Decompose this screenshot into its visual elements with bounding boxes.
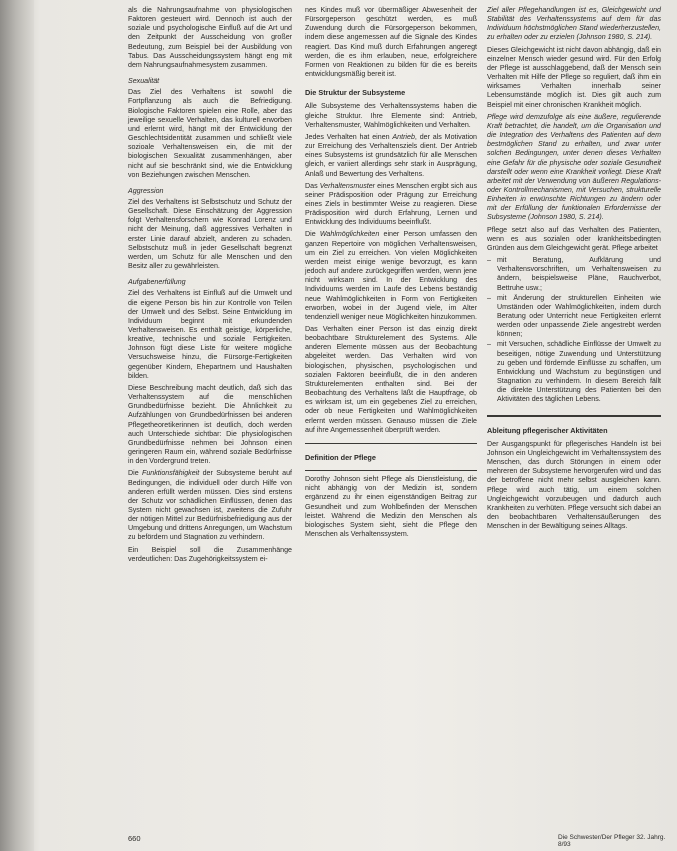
text-run: Das [305, 181, 320, 190]
page-number: 660 [128, 834, 141, 843]
section-heading-definition: Definition der Pflege [305, 452, 376, 462]
section-heading-struktur: Die Struktur der Subsysteme [305, 88, 406, 98]
paragraph: Der Ausgangspunkt für pflegerisches Handeln ist bei Johnson ein Ungleichgewicht im Verhaltenssystem des Menschen, das durch Störungen in einem oder mehreren der Subsysteme hervorgerufen wird und das der betroffene nicht mehr selbst ausgleichen kann. Pflege wird auch tätig, um einem solchen Ungleichgewicht vorzubeugen und dadurch auch Krankheiten zu verhüten. Pflege versucht sich dabei an den beobachtbaren Verhaltensäußerungen des Menschen in der Bewältigung seines Alltags. [487, 439, 661, 531]
text-run: Die [305, 230, 320, 239]
text-column-1 [128, 6, 292, 567]
journal-footer: Die Schwester/Der Pfleger 32. Jahrg. 8/93 [558, 834, 666, 848]
section-heading-aggression: Aggression [128, 186, 164, 195]
paragraph: Pflege setzt also auf das Verhalten des Patienten, wenn es aus sozialen oder krankheitsbedingten Gründen aus dem Gleichgewicht gerät. Pflege arbeitet [487, 225, 661, 252]
section-heading-aufgabenerfuellung: Aufgabenerfüllung [128, 278, 186, 287]
emphasis: Wahlmöglichkeiten [319, 230, 380, 239]
paragraph: als die Nahrungsaufnahme von physiologischen Faktoren gesteuert wird. Dennoch ist auch der soziale und psychologische Einfluß auf die Art und den Zeitpunkt der Ausscheidung von großer Bedeutung, zum Beispiel bei der Ausbildung von Tabus. Das Ausscheidungssystem hängt eng mit dem Nahrungsaufnahmesystem zusammen. [128, 6, 292, 69]
text-run: Jedes Verhalten hat einen [305, 132, 393, 141]
paragraph [128, 469, 292, 542]
paragraph: Ein Beispiel soll die Zusammenhänge verdeutlichen: Das Zugehörigkeitssystem ei- [128, 545, 292, 563]
emphasis: Antrieb [392, 132, 415, 141]
paragraph: nes Kindes muß vor übermäßiger Abwesenheit der Fürsorgeperson geschützt werden, es muß Zuwendung durch die Fürsorgeperson bekommen, indem diese angemessen auf die Signale des Kindes reagiert. Das Kind muß durch Erfahrungen angeregt werden, die es ihm erlauben, neue, erfolgreichere Formen von Reaktionen zu bilden für die es bereits entwicklungsmäßig bereit ist. [305, 6, 477, 79]
paragraph: Ziel des Verhaltens ist Einfluß auf die Umwelt und die eigene Person bis hin zur Kontrolle von Teilen der Umwelt und des Selbst. Seine Entwicklung im Individuum beginnt mit erkundenden Verhaltensweisen. Es enthält geistige, körperliche, kreative, technische und soziale Fertigkeiten. Johnson fügt diese Liste für weitere mögliche Versuchsweise hinzu, die Fürsorge-Fertigkeiten gegenüber Kindern, Ehepartnern und Haushalten bilden. [128, 289, 292, 380]
list-item: – mit Versuchen, schädliche Einflüsse der Umwelt zu beseitigen, nötige Zuwendung und Unterstützung zu geben und fördernde Einflüsse zu schaffen, um Entwicklung und Wachstum zu begünstigen und Stagnation zu verhindern. In diesem Bereich fällt die direkte Unterstützung des Patienten bei den Aktivitäten des täglichen Lebens. [487, 340, 661, 404]
paragraph [305, 230, 477, 322]
text-column-3 [487, 6, 661, 534]
paragraph [305, 133, 477, 179]
list-item: – mit Beratung, Aufklärung und Verhaltensvorschriften, um Verhaltensweisen zu ändern, beispielsweise Pläne, Rauchverbot, Bettruhe usw.; [487, 256, 661, 293]
section-rule [487, 415, 661, 417]
section-rule [305, 470, 477, 471]
paragraph: Dieses Gleichgewicht ist nicht davon abhängig, daß ein einzelner Mensch wieder gesund wird. Für den Erfolg der Pflege ist ausschlaggebend, daß der Mensch sein Verhalten mit Hilfe der Pflege so reguliert, daß ihm ein wirksames Verhalten innerhalb seiner Lebensumstände möglich ist. Dies gilt auch zum Beispiel mit einer chronischen Krankheit möglich. [487, 45, 661, 109]
text-run: eines Menschen ergibt sich aus seiner Prädisposition oder Prägung zur Erreichung eines Ziels in bestimmter Weise zu reagieren. Diese Prädisposition wird durch Erfahrung, Lernen und Entwicklung des Individuums beeinflußt. [305, 181, 478, 227]
paragraph: Ziel des Verhaltens ist Selbstschutz und Schutz der Gesellschaft. Diese Einschätzung der Aggression folgt Verhaltensforschern wie Konrad Lorenz und nicht der Meinung, daß aggressives Verhalten in erster Linie darauf abzielt, anderen zu schaden. Selbstschutz muß in jeder Gesellschaft begrenzt werden, um Schutz für alle Menschen und den Besitz aller zu gewährleisten. [128, 197, 292, 271]
text-column-2 [305, 6, 477, 542]
paragraph: Alle Subsysteme des Verhaltenssystems haben die gleiche Struktur. Ihre Elemente sind: Antrieb, Verhaltensmuster, Wahlmöglichkeiten und Verhalten. [305, 102, 477, 129]
text-run: einer Person umfassen den ganzen Repertoire von möglichen Verhaltensweisen, um ein Ziel zu erreichen. Von vielen Möglichkeiten werden meist einige wenige bevorzugt, es kann jedoch auf andere zurückgegriffen werden, wenn jene nicht wirksam sind. In der Entwicklung des Individuums werden im Laufe des Lebens beständig neue Wahlmöglichkeiten in Form von Fertigkeiten erworben, wobei in der Jugend viele, im Alter tendenziell weniger neue Möglichkeiten hinzukommen. [305, 230, 477, 321]
paragraph: Das Ziel des Verhaltens ist sowohl die Fortpflanzung als auch die Befriedigung. Biologische Faktoren spielen eine Rolle, aber das jeweilige sexuelle Verhalten, das kulturell erworben und erlernt wird, hängt mit der Entwicklung der Geschlechtsidentität zusammen und schließt viele sozioale Verhaltensweisen ein, die mit der biologischen Sexualität zusammenhängen, aber nicht auf sie beschränkt sind, wie die Entwicklung von Beziehungen zwischen Menschen. [128, 88, 292, 179]
quote-paragraph: Pflege wird demzufolge als eine äußere, regulierende Kraft betrachtet, die handelt, um die Organisation und die Integration des Verhaltens des Patienten auf dem bestmöglichen Stand zu erhalten, und zwar unter solchen Bedingungen, unter denen dieses Verhalten eine Gefahr für die physische oder soziale Gesundheit darstellt oder wenn eine Krankheit vorliegt. Diese Kraft arbeitet mit der Verwendung von äußeren Regulations- oder Kontrollmechanismen, mit Versuchen, strukturelle Einheiten in erwünschte Richtungen zu ändern oder mit der Erfüllung der funktionalen Erfordernisse der Subsysteme (Johnson 1980, S. 214). [487, 112, 661, 222]
section-heading-sexualitaet: Sexualität [128, 77, 160, 86]
list-item: – mit Änderung der strukturellen Einheiten wie Umständen oder Wahlmöglichkeiten, indem durch Beratung oder Unterricht neue Fertigkeiten erlernt werden oder unpassende Ziele angestrebt werden können; [487, 294, 661, 340]
emphasis: Funktionsfähigkeit [142, 469, 200, 478]
emphasis: Verhaltensmuster [319, 181, 376, 190]
bullet-list [487, 256, 661, 405]
book-spine-shadow [0, 0, 34, 851]
text-run: Die [128, 469, 143, 478]
section-heading-ableitung: Ableitung pflegerischer Aktivitäten [487, 425, 608, 435]
text-run: der Subsysteme beruht auf Bedingungen, die individuell oder durch Hilfe von anderen erfüllt werden müssen. Dies sind erstens der Schutz vor schädlichen Einflüssen, denen das System nicht gewachsen ist, zweitens die Zufuhr der nötigen Mittel zur Bedürfnisbefriedigung aus der Umgebung und drittens Anregungen, um Wachstum zu befördern und Stagnation zu verhindern. [128, 469, 292, 542]
quote-paragraph: Ziel aller Pflegehandlungen ist es, Gleichgewicht und Stabilität des Verhaltenssystems auf dem für das Individuum höchstmöglichen Stand wiederherzustellen, zu erhalten oder zu erzielen (Johnson 1980, S. 214). [487, 6, 661, 42]
paragraph: Diese Beschreibung macht deutlich, daß sich das Verhaltenssystem auf die menschlichen Grundbedürfnisse bezieht. Die Ähnlichkeit zu Aufzählungen von Grundbedürfnissen bei anderen Pflegetheoretikerinnen ist deutlich, doch werden auch Unterschiede sichtbar: Die physiologischen Grundbedürfnisse nehmen bei Johnson einen geringeren Raum ein, während soziale Bedürfnisse in den Vordergrund treten. [128, 383, 292, 466]
paragraph [305, 182, 477, 228]
paragraph: Dorothy Johnson sieht Pflege als Dienstleistung, die nicht abhängig von der Medizin ist, sondern ergänzend zu ihr einen eigenständigen Beitrag zur Gesundheit und zum Wohlbefinden der Menschen leistet. Während die Medizin den Menschen als biologisches System sieht, sieht die Pflege den Menschen als Verhaltenssystem. [305, 475, 477, 538]
text-run: , der als Motivation zur Erreichung des Verhaltensziels dient. Der Antrieb eines Subsystems ist grundsätzlich für alle Menschen gleich, er variiert allerdings sehr stark in Ausprägung, Anlaß und Bewertung des Verhaltens. [305, 132, 477, 178]
section-rule [305, 443, 477, 444]
paragraph: Das Verhalten einer Person ist das einzig direkt beobachtbare Strukturelement des Systems. Alle anderen Elemente müssen aus der Beobachtung abgeleitet werden. Das Verhalten wird von biologischen, physischen, psychologischen und sozialen Faktoren beeinflußt, die in den anderen Strukturelementen enthalten sind. Bei der Beobachtung des Verhaltens läßt die Hauptfrage, ob es wirksam ist, um ein gegebenes Ziel zu erreichen, oder ob neue Fertigkeiten und Wahlmöglichkeiten erlernt werden müssen. Genauso müssen die Ziele auf ihre Angemessenheit überprüft werden. [305, 325, 477, 434]
